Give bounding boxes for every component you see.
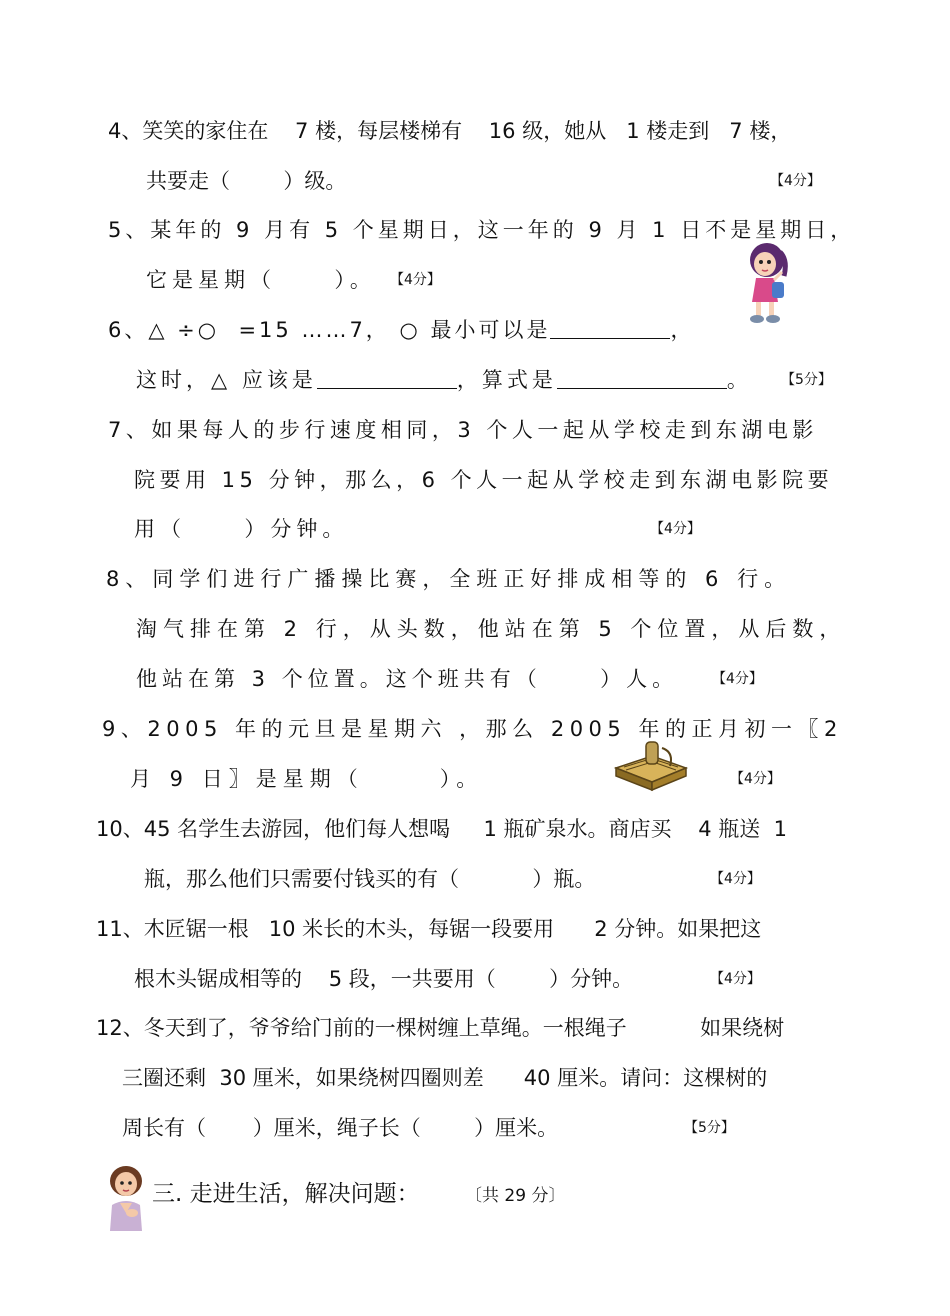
question-12-line-3: 周长有（ ）厘米，绳子长（ ）厘米。 — [122, 1116, 559, 1140]
question-6-score: 【5分】 — [781, 372, 832, 388]
question-7-score: 【4分】 — [650, 521, 701, 537]
answer-blank-formula[interactable] — [557, 368, 727, 389]
question-6-line-1 — [108, 315, 694, 345]
answer-blank-triangle[interactable] — [317, 368, 457, 389]
question-6-comma: ， — [670, 318, 695, 342]
question-5-line-2: 它是星期（ ）。 — [146, 268, 376, 292]
question-6-triangle-text: 这时，△ 应该是 — [136, 368, 317, 392]
question-8-line-1: 8、同学们进行广播操比赛，全班正好排成相等的 6 行。 — [106, 567, 792, 591]
question-8-line-3: 他站在第 3 个位置。这个班共有（ ）人。 — [136, 667, 679, 691]
question-6-line-2 — [136, 365, 752, 395]
question-5-line-1: 5、某年的 9 月有 5 个星期日，这一年的 9 月 1 日不是星期日， — [108, 218, 856, 242]
question-9-line-2: 月 9 日〗是星期（ ）。 — [130, 767, 484, 791]
question-12-line-1: 12、冬天到了，爷爷给门前的一棵树缠上草绳。一根绳子 如果绕树 — [96, 1016, 785, 1040]
question-6-period: 。 — [726, 368, 752, 392]
section-3-title: 三. 走进生活，解决问题： — [152, 1181, 420, 1207]
question-4-line-2: 共要走（ ）级。 — [146, 169, 347, 193]
question-11-line-1: 11、木匠锯一根 10 米长的木头，每锯一段要用 2 分钟。如果把这 — [96, 917, 762, 941]
question-12-score: 【5分】 — [684, 1120, 735, 1136]
question-7-line-1: 7、如果每人的步行速度相同，3 个人一起从学校走到东湖电影 — [108, 418, 818, 442]
question-9-line-1: 9、2005 年的元旦是星期六 ，那么 2005 年的正月初一〖2 — [102, 717, 843, 741]
question-11-score: 【4分】 — [710, 971, 761, 987]
question-9-score: 【4分】 — [730, 771, 781, 787]
question-5-score: 【4分】 — [390, 272, 441, 288]
question-11-line-2: 根木头锯成相等的 5 段，一共要用（ ）分钟。 — [134, 967, 634, 991]
question-10-line-1: 10、45 名学生去游园，他们每人想喝 1 瓶矿泉水。商店买 4 瓶送 1 — [96, 817, 787, 841]
question-8-score: 【4分】 — [712, 671, 763, 687]
question-6-equation: 6、△ ÷○ =15 ……7， ○ 最小可以是 — [108, 318, 551, 342]
book-illustration — [612, 738, 690, 796]
answer-blank-min-circle[interactable] — [550, 318, 670, 339]
question-8-line-2: 淘气排在第 2 行，从头数，他站在第 5 个位置，从后数， — [136, 617, 847, 641]
question-4-line-1: 4、笑笑的家住在 7 楼，每层楼梯有 16 级，她从 1 楼走到 7 楼， — [108, 119, 792, 143]
question-7-line-3: 用（ ）分钟。 — [134, 517, 349, 541]
question-12-line-2: 三圈还剩 30 厘米，如果绕树四圈则差 40 厘米。请问：这棵树的 — [122, 1066, 768, 1090]
question-7-line-2: 院要用 15 分钟，那么，6 个人一起从学校走到东湖电影院要 — [134, 468, 834, 492]
question-10-score: 【4分】 — [710, 871, 761, 887]
section-3-score: 〔共 29 分〕 — [465, 1186, 566, 1206]
question-4-score: 【4分】 — [770, 173, 821, 189]
teacher-illustration — [102, 1163, 150, 1233]
question-10-line-2: 瓶，那么他们只需要付钱买的有（ ）瓶。 — [144, 867, 596, 891]
question-6-formula-text: ，算式是 — [456, 368, 557, 392]
girl-illustration — [742, 240, 792, 325]
